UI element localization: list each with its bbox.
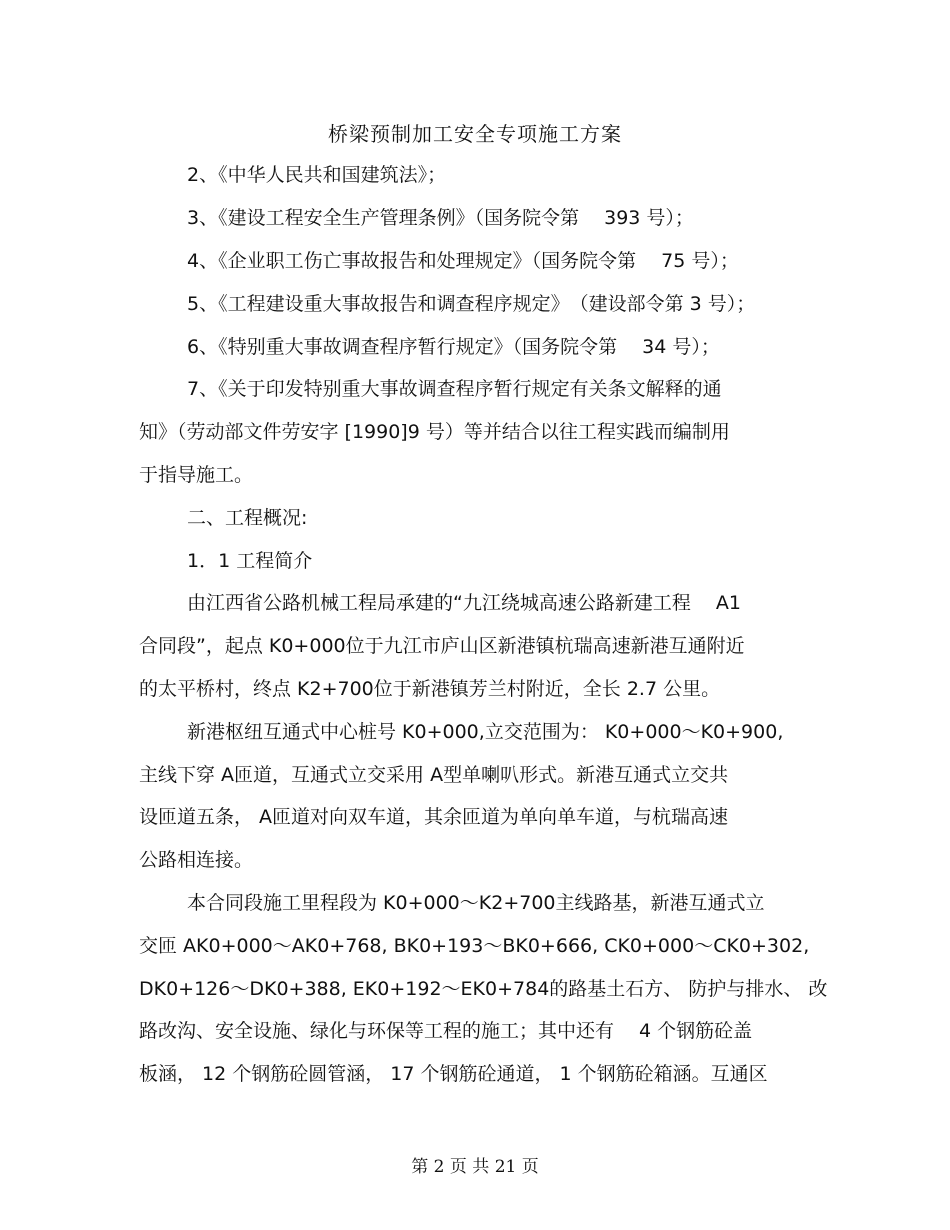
subsection-heading: 1．1 工程简介 (187, 550, 313, 572)
section-heading: 二、工程概况: (187, 507, 308, 529)
text-line: 合同段”，起点 K0+000位于九江市庐山区新港镇杭瑞高速新港互通附近 (139, 635, 745, 657)
text-line: 路改沟、安全设施、绿化与环保等工程的施工；其中还有 4 个钢筋砼盖 (139, 1020, 753, 1042)
text-line: 于指导施工。 (139, 464, 254, 486)
text-line: 主线下穿 A匝道，互通式立交采用 A型单喇叭形式。新港互通式立交共 (139, 764, 729, 786)
text-line: 板涵， 12 个钢筋砼圆管涵， 17 个钢筋砼通道， 1 个钢筋砼箱涵。互通区 (139, 1063, 768, 1085)
text-line: 的太平桥村，终点 K2+700位于新港镇芳兰村附近，全长 2.7 公里。 (139, 678, 721, 700)
text-line: 新港枢纽互通式中心桩号 K0+000,立交范围为： K0+000～K0+900, (187, 721, 784, 743)
text-line: 3、《建设工程安全生产管理条例》（国务院令第 393 号）； (187, 207, 694, 229)
text-line: 交匝 AK0+000～AK0+768, BK0+193～BK0+666, CK0+000～CK0+302, (139, 935, 810, 957)
text-line: 4、《企业职工伤亡事故报告和处理规定》（国务院令第 75 号）； (187, 250, 739, 272)
text-line: 5、《工程建设重大事故报告和调查程序规定》 （建设部令第 3 号）； (187, 293, 756, 315)
text-line: 7、《关于印发特别重大事故调查程序暂行规定有关条文解释的通 (187, 378, 722, 400)
text-line: 6、《特别重大事故调查程序暂行规定》（国务院令第 34 号）； (187, 336, 720, 358)
text-line: 知》（劳动部文件劳安字 [1990]9 号）等并结合以往工程实践而编制用 (139, 421, 730, 443)
text-line: DK0+126～DK0+388, EK0+192～EK0+784的路基土石方、 防护与排水、 改 (139, 978, 828, 1000)
text-line: 由江西省公路机械工程局承建的“九江绕城高速公路新建工程 A1 (187, 592, 741, 614)
text-line: 本合同段施工里程段为 K0+000～K2+700主线路基，新港互通式立 (187, 892, 765, 914)
text-line: 公路相连接。 (139, 849, 254, 871)
document-title: 桥梁预制加工安全专项施工方案 (328, 122, 622, 146)
text-line: 2、《中华人民共和国建筑法》； (187, 164, 447, 186)
text-line: 设匝道五条， A匝道对向双车道，其余匝道为单向单车道，与杭瑞高速 (139, 806, 729, 828)
page-number-footer: 第 2 页 共 21 页 (411, 1157, 539, 1177)
